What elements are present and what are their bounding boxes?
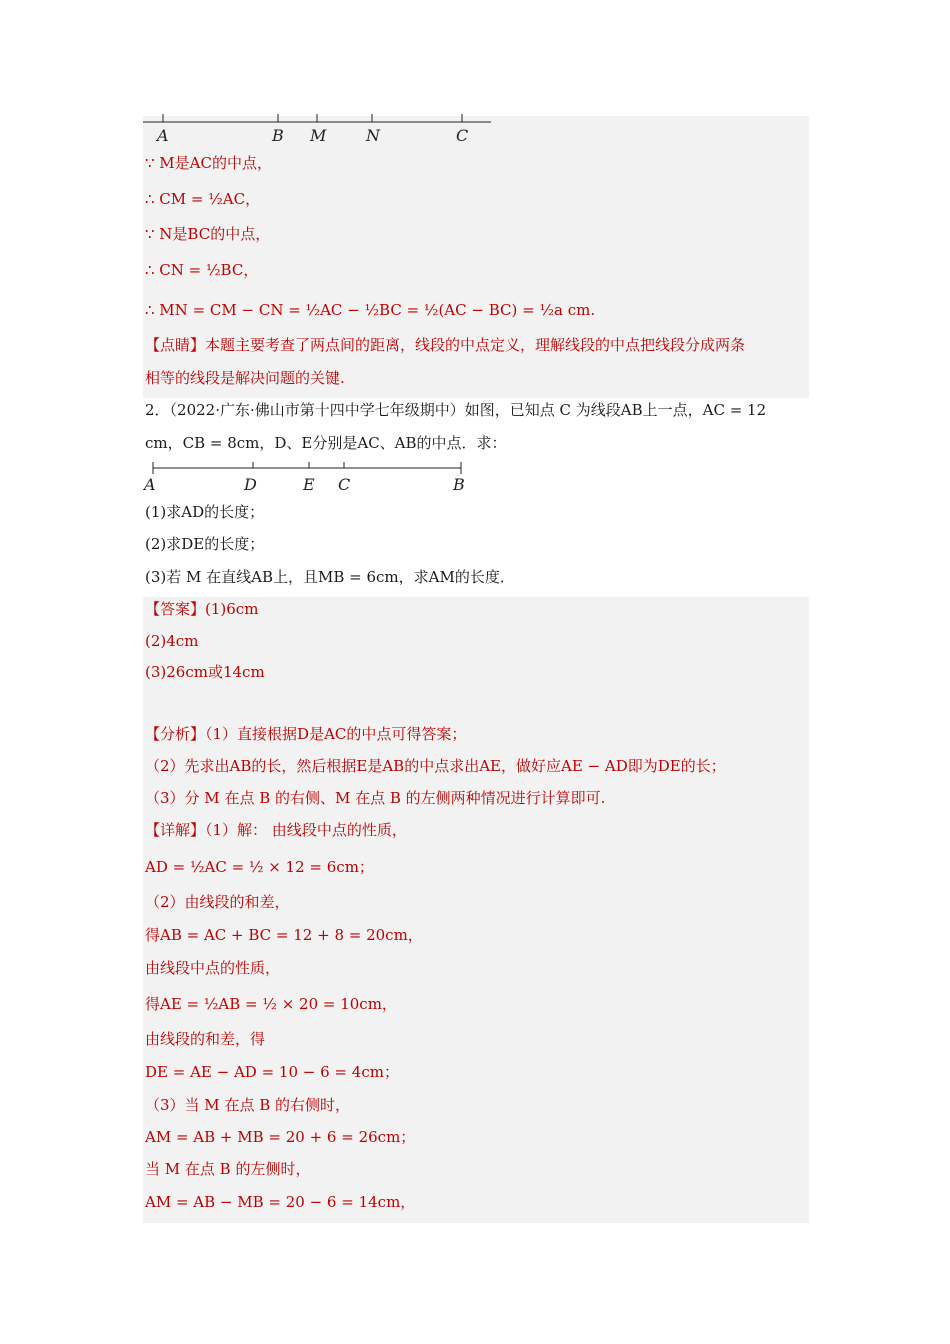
question-3: (3)若 M 在直线AB上，且MB = 6cm，求AM的长度． — [145, 568, 515, 586]
detail-line-3: （2）由线段的和差， — [145, 893, 290, 911]
sol1-comment-line-2: 相等的线段是解决问题的关键. — [145, 369, 345, 387]
detail-line-12: AM = AB − MB = 20 − 6 = 14cm， — [145, 1193, 416, 1211]
point-label-d: D — [244, 475, 257, 494]
answer-1: 【答案】(1)6cm — [145, 600, 259, 618]
point-label-m: M — [310, 126, 327, 145]
detail-line-10: AM = AB + MB = 20 + 6 = 26cm； — [145, 1128, 416, 1146]
point-label-a: A — [144, 475, 156, 494]
detail-line-8: DE = AE − AD = 10 − 6 = 4cm； — [145, 1063, 399, 1081]
analysis-line-2: （2）先求出AB的长，然后根据E是AB的中点求出AE，做好应AE − AD即为DE的长； — [145, 757, 726, 775]
detail-line-6: 得AE = ½AB = ½ × 20 = 10cm， — [145, 995, 397, 1013]
detail-line-5: 由线段中点的性质， — [145, 959, 281, 977]
sol1-line-2: ∴ CM = ½AC， — [145, 190, 261, 208]
sol1-line-4: ∴ CN = ½BC， — [145, 261, 259, 279]
detail-line-11: 当 M 在点 B 的左侧时， — [145, 1160, 311, 1178]
segment-figure-2 — [143, 458, 473, 494]
detail-line-7: 由线段的和差，得 — [145, 1030, 266, 1048]
problem2-line-2: cm，CB = 8cm，D、E分别是AC、AB的中点．求： — [145, 434, 507, 452]
sol1-line-5: ∴ MN = CM − CN = ½AC − ½BC = ½(AC − BC) = ½a cm. — [145, 301, 596, 319]
question-1: (1)求AD的长度； — [145, 503, 265, 521]
analysis-line-1: 【分析】（1）直接根据D是AC的中点可得答案； — [145, 725, 467, 743]
sol1-line-3: ∵ N是BC的中点， — [145, 225, 271, 243]
detail-line-4: 得AB = AC + BC = 12 + 8 = 20cm， — [145, 926, 423, 944]
answer-2: (2)4cm — [145, 632, 199, 650]
sol1-line-1: ∵ M是AC的中点， — [145, 154, 272, 172]
problem2-line-1: 2．（2022·广东·佛山市第十四中学七年级期中）如图，已知点 C 为线段AB上一点，AC = 12 — [145, 401, 767, 419]
point-label-c: C — [338, 475, 351, 494]
point-label-e: E — [303, 475, 315, 494]
point-label-c: C — [456, 126, 469, 145]
analysis-line-3: （3）分 M 在点 B 的右侧、M 在点 B 的左侧两种情况进行计算即可. — [145, 789, 606, 807]
detail-line-1: 【详解】（1）解： 由线段中点的性质， — [145, 821, 407, 839]
detail-line-9: （3）当 M 在点 B 的右侧时， — [145, 1096, 350, 1114]
point-label-n: N — [366, 126, 380, 145]
question-2: (2)求DE的长度； — [145, 535, 265, 553]
point-label-b: B — [453, 475, 465, 494]
answer-3: (3)26cm或14cm — [145, 663, 265, 681]
point-label-a: A — [157, 126, 169, 145]
sol1-comment-line-1: 【点睛】本题主要考查了两点间的距离，线段的中点定义，理解线段的中点把线段分成两条 — [145, 336, 746, 354]
detail-line-2: AD = ½AC = ½ × 12 = 6cm； — [145, 858, 374, 876]
point-label-b: B — [272, 126, 284, 145]
segment-figure-1 — [143, 110, 493, 146]
